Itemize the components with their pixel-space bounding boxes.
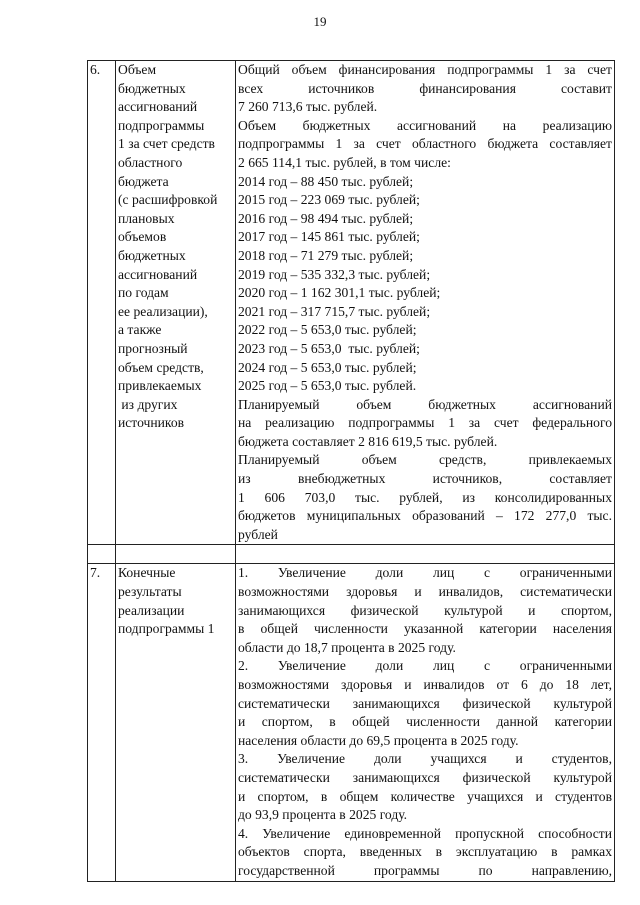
label-line: реализации [118, 602, 185, 618]
content-line: 2024 год – 5 653,0 тыс. рублей; [238, 359, 417, 375]
content-line: в общей численности указанной категории населения [238, 621, 612, 637]
content-line: объектов спорта, введенных в эксплуатацию в рамках [238, 844, 612, 860]
label-line: привлекаемых [118, 378, 202, 394]
content-line: Объем бюджетных ассигнований на реализацию [238, 117, 612, 133]
content-line: 3. Увеличение доли учащихся и студентов, [238, 751, 612, 767]
row-content-results [236, 564, 615, 881]
content-line: на реализацию подпрограммы 1 за счет федерального [238, 415, 612, 431]
content-line: Общий объем финансирования подпрограммы 1 за счет [238, 62, 612, 77]
spacer-cell [116, 545, 236, 564]
label-line: объем средств, [118, 359, 204, 375]
subprogram-passport-table [87, 60, 615, 882]
table-row-results [88, 564, 615, 881]
content-line: 1. Увеличение доли лиц с ограниченными [238, 565, 612, 581]
spacer-cell [236, 545, 615, 564]
label-line: бюджетных [118, 80, 186, 96]
label-line: а также [118, 322, 162, 338]
content-line: 2017 год – 145 861 тыс. рублей; [238, 229, 420, 245]
spacer-cell [88, 545, 116, 564]
content-line: бюджетов муниципальных образований – 172 277,0 тыс. [238, 508, 612, 524]
content-line: 2023 год – 5 653,0 тыс. рублей; [238, 340, 420, 356]
content-line: населения области до 69,5 процента в 2025 году. [238, 732, 519, 748]
content-line: возможностями здоровья и инвалидов от 6 до 18 лет, [238, 677, 612, 692]
content-line: 2016 год – 98 494 тыс. рублей; [238, 210, 414, 226]
label-line: по годам [118, 285, 169, 301]
content-line: Планируемый объем средств, привлекаемых [238, 452, 612, 468]
content-line: бюджета составляет 2 816 619,5 тыс. рублей. [238, 433, 498, 449]
label-line: плановых [118, 210, 175, 226]
content-line: 2025 год – 5 653,0 тыс. рублей. [238, 378, 417, 394]
content-line: возможностями здоровья и инвалидов, систематически [238, 584, 612, 600]
row-label-budget [116, 61, 236, 545]
content-line: подпрограммы 1 за счет областного бюджета составляет [238, 136, 612, 152]
content-line: всех источников финансирования составит [238, 80, 612, 96]
table-row-budget [88, 61, 615, 545]
label-line: областного [118, 154, 183, 170]
label-line: подпрограммы 1 [118, 621, 215, 637]
label-line: Объем [118, 62, 157, 77]
content-line: 2020 год – 1 162 301,1 тыс. рублей; [238, 285, 441, 301]
content-line: рублей [238, 526, 278, 542]
content-line: занимающихся физической культурой и спортом, [238, 602, 612, 618]
content-line: и спортом, в общей численности данной категории [238, 714, 612, 730]
label-line: бюджета [118, 173, 169, 189]
row-number: 7. [88, 564, 116, 881]
label-line: из других [118, 396, 178, 412]
label-line: ее реализации), [118, 303, 208, 319]
label-line: объемов [118, 229, 167, 245]
content-line: 2014 год – 88 450 тыс. рублей; [238, 173, 414, 189]
content-line: государственной программы по направлению, [238, 862, 612, 878]
label-line: бюджетных [118, 247, 186, 263]
label-line: источников [118, 415, 185, 431]
content-line: и спортом, в общем количестве учащихся и студентов [238, 788, 612, 804]
content-line: области до 18,7 процента в 2025 году. [238, 639, 456, 655]
content-line: из внебюджетных источников, составляет [238, 471, 612, 487]
row-number: 6. [88, 61, 116, 545]
content-line: 1 606 703,0 тыс. рублей, из консолидированных [238, 489, 612, 505]
content-line: 2015 год – 223 069 тыс. рублей; [238, 192, 420, 208]
content-line: 2. Увеличение доли лиц с ограниченными [238, 658, 612, 674]
content-line: 2019 год – 535 332,3 тыс. рублей; [238, 266, 431, 282]
label-line: Конечные [118, 565, 176, 581]
row-content-budget [236, 61, 615, 545]
label-line: (с расшифровкой [118, 192, 218, 208]
content-line: 2022 год – 5 653,0 тыс. рублей; [238, 322, 417, 338]
row-spacer [88, 545, 615, 564]
content-line: систематически занимающихся физической культурой [238, 769, 612, 785]
label-line: прогнозный [118, 340, 188, 356]
label-line: ассигнований [118, 99, 198, 115]
label-line: 1 за счет средств [118, 136, 215, 152]
content-line: 2 665 114,1 тыс. рублей, в том числе: [238, 154, 451, 170]
content-line: 2018 год – 71 279 тыс. рублей; [238, 247, 414, 263]
content-line: 2021 год – 317 715,7 тыс. рублей; [238, 303, 431, 319]
label-line: результаты [118, 584, 182, 600]
content-line: систематически занимающихся физической культурой [238, 695, 612, 711]
content-line: Планируемый объем бюджетных ассигнований [238, 396, 612, 412]
content-line: 7 260 713,6 тыс. рублей. [238, 99, 378, 115]
content-line: 4. Увеличение единовременной пропускной способности [238, 825, 612, 841]
label-line: подпрограммы [118, 117, 205, 133]
page-number: 19 [313, 14, 327, 29]
row-label-results [116, 564, 236, 881]
content-line: до 93,9 процента в 2025 году. [238, 807, 408, 823]
label-line: ассигнований [118, 266, 198, 282]
